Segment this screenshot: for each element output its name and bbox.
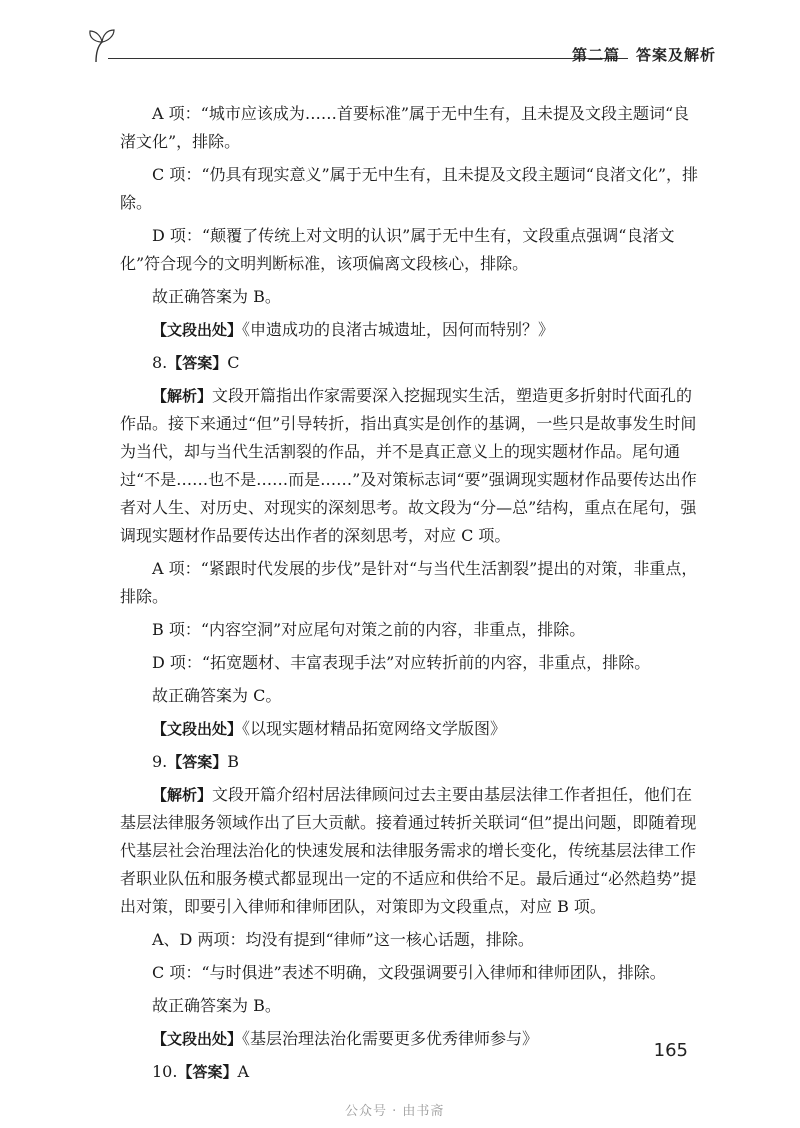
question-8-analysis: 【解析】文段开篇指出作家需要深入挖掘现实生活，塑造更多折射时代面孔的作品。接下来通过“但”引导转折，指出真实是创作的基调，一些只是故事发生时间为当代，却与当代生活割裂的作品，并不是真正意义上的现实题材作品。尾句通过“不是……也不是……而是……”及对策标志词“要”强调现实题材作品要传达出作者对人生、对历史、对现实的深刻思考。故文段为“分—总”结构，重点在尾句，强调现实题材作品要传达出作者的深刻思考，对应 C 项。 [120, 386, 697, 545]
paragraph-option-b: B 项：“内容空洞”对应尾句对策之前的内容，非重点，排除。 [152, 620, 586, 639]
question-8-answer: 8.【答案】C [152, 353, 240, 372]
analysis-label: 【解析】 [152, 387, 213, 405]
question-10-answer: 10.【答案】A [152, 1062, 250, 1081]
paragraph-option-ad: A、D 两项：均没有提到“律师”这一核心话题，排除。 [152, 930, 534, 949]
paragraph-option-a: A 项：“城市应该成为……首要标准”属于无中生有，且未提及文段主题词“良渚文化”，排除。 [120, 104, 690, 151]
watermark: 公众号 · 由书斋 [345, 1104, 445, 1119]
paragraph-source: 【文段出处】《申遗成功的良渚古城遗址，因何而特别？》 [152, 320, 555, 339]
page-body [120, 100, 700, 1091]
paragraph-option-c: C 项：“仍具有现实意义”属于无中生有，且未提及文段主题词“良渚文化”，排除。 [120, 165, 699, 212]
paragraph-answer-conclusion: 故正确答案为 C。 [152, 686, 282, 705]
source-label: 【文段出处】 [152, 720, 243, 738]
source-label: 【文段出处】 [152, 1030, 243, 1048]
paragraph-answer-conclusion: 故正确答案为 B。 [152, 996, 281, 1015]
paragraph-option-d: D 项：“颠覆了传统上对文明的认识”属于无中生有，文段重点强调“良渚文化”符合现今的文明判断标准，该项偏离文段核心，排除。 [120, 226, 675, 273]
source-label: 【文段出处】 [152, 321, 243, 339]
paragraph-source: 【文段出处】《基层治理法治化需要更多优秀律师参与》 [152, 1029, 539, 1048]
answer-label: 【答案】 [167, 753, 228, 771]
header-rule [108, 58, 628, 59]
answer-label: 【答案】 [167, 354, 228, 372]
analysis-label: 【解析】 [152, 786, 213, 804]
paragraph-option-d: D 项：“拓宽题材、丰富表现手法”对应转折前的内容，非重点，排除。 [152, 653, 651, 672]
answer-label: 【答案】 [177, 1063, 238, 1081]
question-9-answer: 9.【答案】B [152, 752, 240, 771]
page-header [86, 28, 716, 68]
page-number: 165 [653, 1040, 688, 1061]
paragraph-option-a: A 项：“紧跟时代发展的步伐”是针对“与当代生活割裂”提出的对策，非重点，排除。 [120, 559, 698, 606]
paragraph-source: 【文段出处】《以现实题材精品拓宽网络文学版图》 [152, 719, 507, 738]
paragraph-answer-conclusion: 故正确答案为 B。 [152, 287, 281, 306]
section-title: 第二篇 答案及解析 [571, 46, 716, 64]
question-9-analysis: 【解析】文段开篇介绍村居法律顾问过去主要由基层法律工作者担任，他们在基层法律服务领域作出了巨大贡献。接着通过转折关联词“但”提出问题，即随着现代基层社会治理法治化的快速发展和法律服务需求的增长变化，传统基层法律工作者职业队伍和服务模式都显现出一定的不适应和供给不足。最后通过“必然趋势”提出对策，即要引入律师和律师团队，对策即为文段重点，对应 B 项。 [120, 785, 697, 916]
paragraph-option-c: C 项：“与时俱进”表述不明确，文段强调要引入律师和律师团队，排除。 [152, 963, 666, 982]
